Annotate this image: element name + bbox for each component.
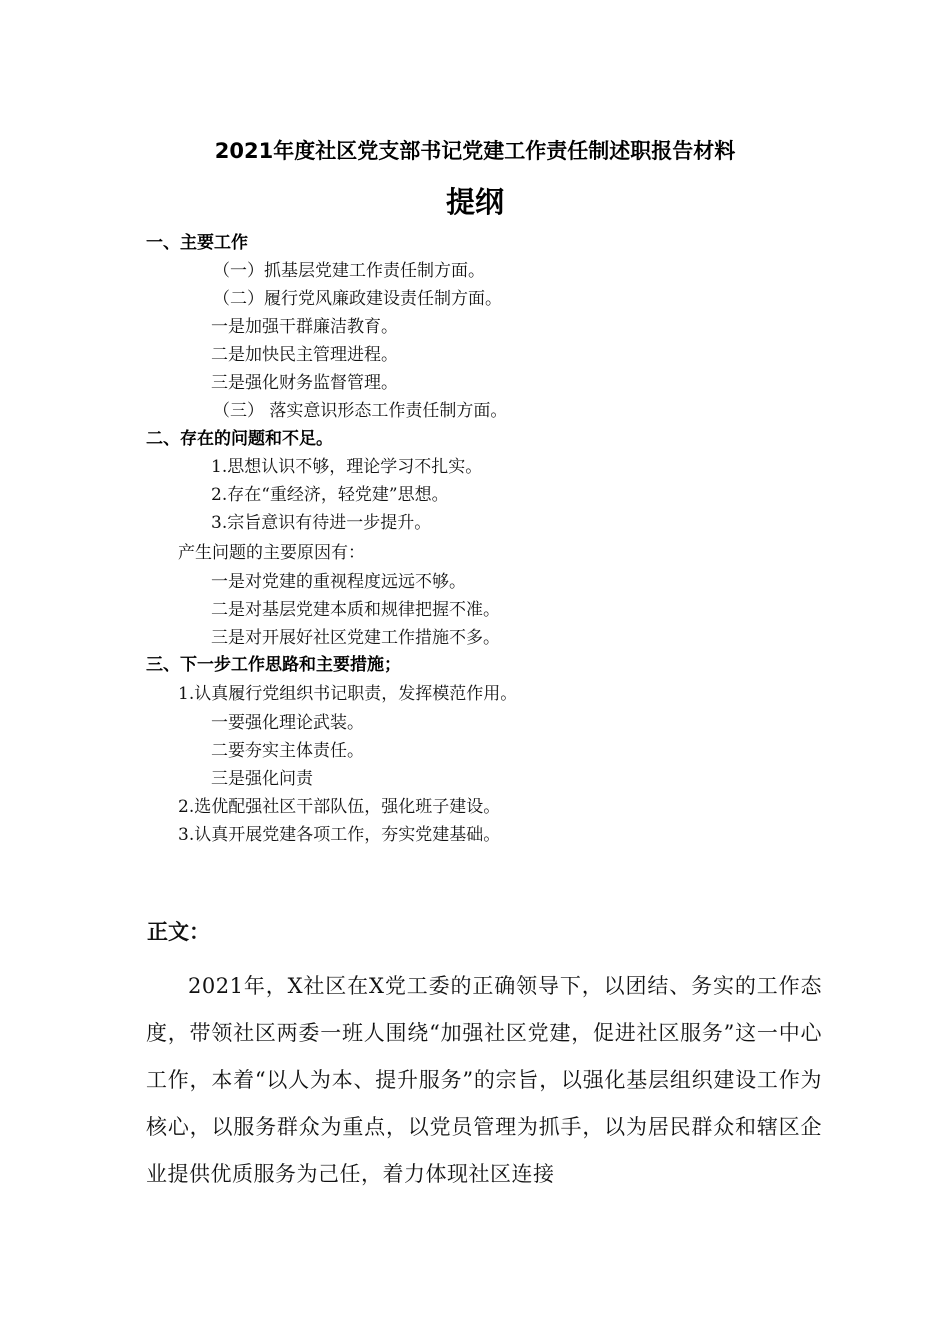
outline-numbered-item: 3.宗旨意识有待进一步提升。 <box>211 513 432 533</box>
outline-item: 一是对党建的重视程度远远不够。 <box>211 572 466 592</box>
outline-item: 二是对基层党建本质和规律把握不准。 <box>211 600 500 620</box>
outline-cause-label: 产生问题的主要原因有： <box>178 543 365 563</box>
outline-subitem: （二）履行党风廉政建设责任制方面。 <box>213 289 502 309</box>
outline-item: 三是强化问责 <box>211 769 313 789</box>
outline-numbered-item: 1.思想认识不够，理论学习不扎实。 <box>211 457 483 477</box>
outline-numbered-item: 3.认真开展党建各项工作，夯实党建基础。 <box>178 825 501 845</box>
outline-subitem: （一）抓基层党建工作责任制方面。 <box>213 261 485 281</box>
outline-item: 三是强化财务监督管理。 <box>211 373 398 393</box>
outline-heading-2: 二、存在的问题和不足。 <box>146 429 333 449</box>
outline-item: 一要强化理论武装。 <box>211 713 364 733</box>
body-label: 正文： <box>147 920 210 944</box>
outline-item: 一是加强干群廉洁教育。 <box>211 317 398 337</box>
outline-item: 二要夯实主体责任。 <box>211 741 364 761</box>
outline-numbered-item: 2.存在“重经济，轻党建”思想。 <box>211 485 449 505</box>
outline-title: 提纲 <box>445 185 504 219</box>
outline-numbered-item: 2.选优配强社区干部队伍，强化班子建设。 <box>178 797 501 817</box>
outline-subitem: （三） 落实意识形态工作责任制方面。 <box>213 401 508 421</box>
document-title: 2021年度社区党支部书记党建工作责任制述职报告材料 <box>214 139 736 163</box>
outline-heading-1: 一、主要工作 <box>146 233 248 253</box>
outline-numbered-item: 1.认真履行党组织书记职责，发挥模范作用。 <box>178 684 518 704</box>
outline-heading-3: 三、下一步工作思路和主要措施； <box>146 655 401 675</box>
outline-item: 二是加快民主管理进程。 <box>211 345 398 365</box>
body-paragraph: 2021年，X社区在X党工委的正确领导下，以团结、务实的工作态度，带领社区两委一班人围绕“加强社区党建，促进社区服务”这一中心工作，本着“以人为本、提升服务”的宗旨，以强化基层组织建设工作为核心，以服务群众为重点，以党员管理为抓手，以为居民群众和辖区企业提供优质服务为己任，着力体现社区连接 <box>146 974 822 1186</box>
outline-item: 三是对开展好社区党建工作措施不多。 <box>211 628 500 648</box>
